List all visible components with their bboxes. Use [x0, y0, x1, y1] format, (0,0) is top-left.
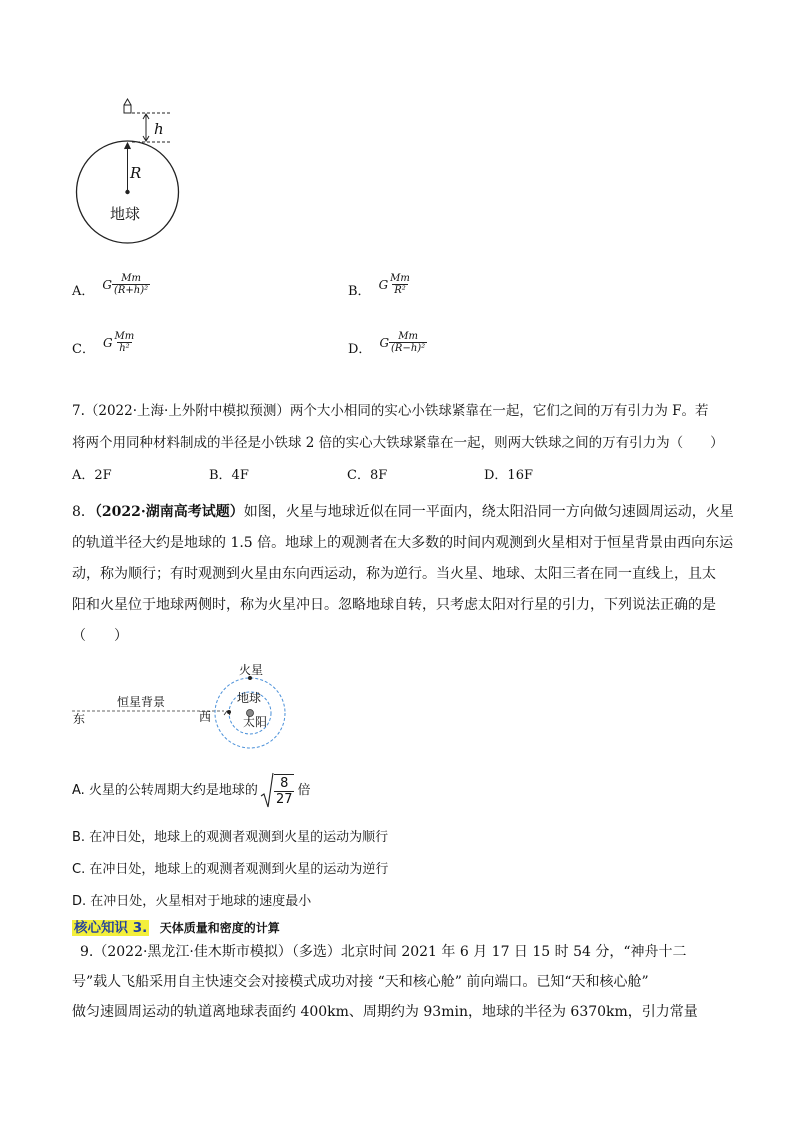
q7-option-b[interactable]: B．4F: [209, 468, 249, 483]
earth-orbit-label: 地球: [237, 691, 262, 705]
q7-line-2: 将两个用同种材料制成的半径是小铁球 2 倍的实心大铁球紧靠在一起，则两大铁球之间的万有引力为（ ）: [72, 435, 724, 451]
height-label: h: [154, 120, 164, 138]
sqrt-icon: [260, 772, 274, 810]
fraction: $\frac{Mm}{\text{(R+h)²}}$: [113, 273, 149, 296]
q8-option-a[interactable]: A. 火星的公转周期大约是地球的 $\frac{8}{27}$ 倍: [72, 771, 311, 811]
orbit-figure: [72, 660, 297, 755]
q8-option-d[interactable]: D. 在冲日处，火星相对于地球的速度最小: [72, 894, 312, 909]
q8-line-4: 阳和火星位于地球两侧时，称为火星冲日。忽略地球自转，只考虑太阳对行星的引力，下列说法正确的是: [72, 597, 716, 613]
q8-line-3: 动，称为顺行；有时观测到火星由东向西运动，称为逆行。当火星、地球、太阳三者在同一直线上，且太: [72, 566, 716, 582]
mars-label: 火星: [239, 663, 264, 677]
star-background-label: 恒星背景: [117, 695, 166, 709]
radius-label: R: [130, 164, 142, 182]
sqrt-expression: $\frac{8}{27}$: [260, 772, 295, 810]
fraction: $\frac{Mm}{\text{h²}}$: [114, 331, 135, 354]
section-title: 天体质量和密度的计算: [159, 921, 280, 935]
q6-option-c[interactable]: C． G $\frac{Mm}{\text{h²}}$: [72, 331, 135, 357]
q8-line-1: 8．（2022·湖南高考试题）如图，火星与地球近似在同一平面内，绕太阳沿同一方向做匀速圆周运动，火星: [72, 504, 734, 520]
west-label: 西: [199, 710, 212, 724]
q6-option-b[interactable]: B． G $\frac{Mm}{\text{R²}}$: [348, 273, 410, 299]
q9-line-2: 号”载人飞船采用自主快速交会对接模式成功对接 “天和核心舱” 前向端口。已知“天和核心舱”: [72, 974, 649, 990]
q8-line-2: 的轨道半径大约是地球的 1.5 倍。地球上的观测者在大多数的时间内观测到火星相对于恒星背景由西向东运: [72, 535, 734, 551]
fraction: $\frac{Mm}{\text{R²}}$: [390, 273, 410, 296]
q6-option-d[interactable]: D． G $\frac{Mm}{\text{(R−h)²}}$: [348, 331, 426, 357]
q7-option-c[interactable]: C．8F: [347, 468, 388, 483]
fraction: $\frac{Mm}{\text{(R−h)²}}$: [391, 331, 426, 354]
section-3-heading: [72, 918, 280, 938]
q6-option-a[interactable]: A． G $\frac{Mm}{\text{(R+h)²}}$: [72, 273, 149, 299]
q9-line-1: 9.（2022·黑龙江·佳木斯市模拟）（多选）北京时间 2021 年 6 月 17 日 15 时 54 分，“神舟十二: [80, 944, 687, 960]
section-tag: 核心知识 3.: [74, 920, 148, 936]
q7-option-d[interactable]: D．16F: [484, 468, 533, 483]
q9-line-3: 做匀速圆周运动的轨道离地球表面约 400km、周期约为 93min，地球的半径为 6370km，引力常量: [72, 1004, 698, 1020]
east-label: 东: [73, 712, 86, 726]
q8-source: （2022·湖南高考试题）: [94, 504, 244, 520]
q8-line-5: （ ）: [72, 628, 128, 644]
earth-label: 地球: [110, 205, 141, 223]
q8-option-b[interactable]: B. 在冲日处，地球上的观测者观测到火星的运动为顺行: [72, 830, 389, 845]
satellite-icon: [124, 99, 131, 113]
q7-option-a[interactable]: A．2F: [72, 468, 112, 483]
q7-line-1: 7.（2022·上海·上外附中模拟预测）两个大小相同的实心小铁球紧靠在一起，它们之间的万有引力为 F。若: [72, 403, 709, 419]
sun-label: 太阳: [243, 715, 268, 729]
q8-option-c[interactable]: C. 在冲日处，地球上的观测者观测到火星的运动为逆行: [72, 862, 389, 877]
